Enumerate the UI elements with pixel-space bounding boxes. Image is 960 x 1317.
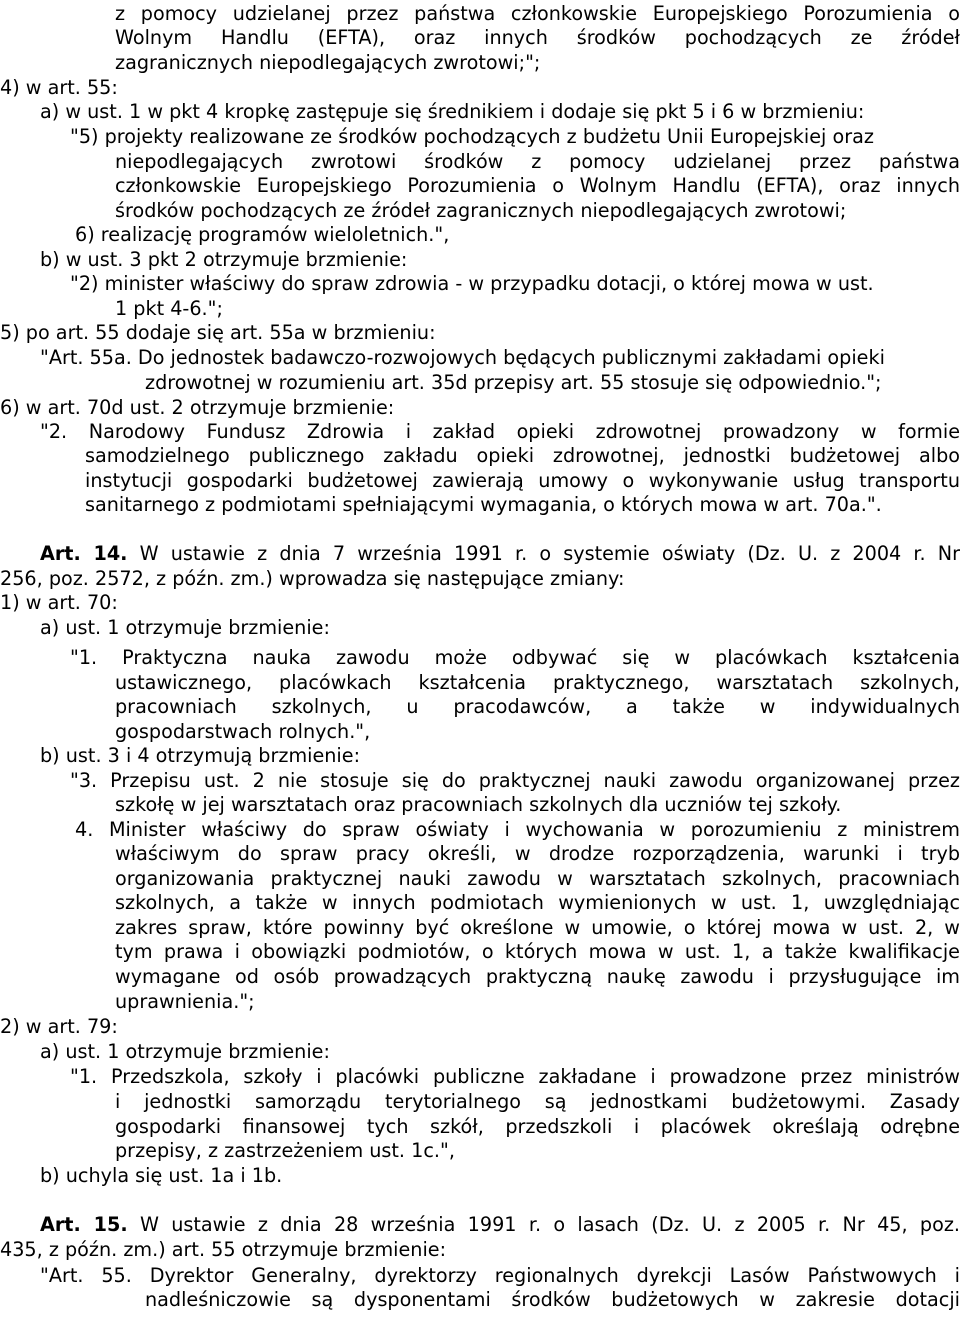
text-line: [115, 891, 960, 916]
text-line: [40, 248, 407, 273]
text-line: [115, 842, 960, 867]
line-text: 435, z późn. zm.) art. 55 otrzymuje brzmienie:: [0, 1238, 447, 1261]
line-text: ustawicznego, placówkach kształcenia praktycznego, warsztatach szkolnych,: [115, 671, 960, 694]
line-text: uprawnienia.";: [115, 990, 255, 1013]
line-text: "1. Przedszkola, szkoły i placówki publiczne zakładane i prowadzone przez ministrów: [70, 1065, 960, 1088]
text-line: [40, 1264, 960, 1289]
text-line: [115, 671, 960, 696]
line-text: a) ust. 1 otrzymuje brzmienie:: [40, 1040, 330, 1063]
article-number: Art. 14.: [40, 542, 128, 565]
line-text: b) ust. 3 i 4 otrzymują brzmienie:: [40, 744, 361, 767]
line-text: W ustawie z dnia 28 września 1991 r. o lasach (Dz. U. z 2005 r. Nr 45, poz.: [127, 1213, 960, 1236]
text-line: [115, 1090, 960, 1115]
line-text: wymagane od osób prowadzących praktyczną naukę zawodu i przysługujące im: [115, 965, 960, 988]
line-text: "2) minister właściwy do spraw zdrowia - w przypadku dotacji, o której mowa w ust.: [70, 272, 874, 295]
text-line: [145, 1288, 960, 1313]
line-text: b) w ust. 3 pkt 2 otrzymuje brzmienie:: [40, 248, 408, 271]
text-line: [40, 744, 360, 769]
line-text: zakres spraw, które powinny być określone w umowie, o której mowa w ust. 2, w: [115, 916, 960, 939]
line-text: 1) w art. 70:: [0, 591, 118, 614]
text-line: [115, 174, 960, 199]
line-text: a) w ust. 1 w pkt 4 kropkę zastępuje się średnikiem i dodaje się pkt 5 i 6 w brzmieniu:: [40, 100, 865, 123]
text-line: [40, 1040, 330, 1065]
text-line: [40, 616, 330, 641]
text-line: [115, 26, 960, 51]
text-line: [0, 1238, 446, 1263]
text-line: [40, 1164, 282, 1189]
line-text: W ustawie z dnia 7 września 1991 r. o systemie oświaty (Dz. U. z 2004 r. Nr: [127, 542, 960, 565]
text-line: [115, 720, 370, 745]
line-text: niepodlegających zwrotowi środków z pomocy udzielanej przez państwa: [115, 150, 960, 173]
line-text: 6) w art. 70d ust. 2 otrzymuje brzmienie:: [0, 396, 395, 419]
line-text: 1 pkt 4-6.";: [115, 297, 223, 320]
text-line: [70, 125, 874, 150]
line-text: organizowania praktycznej nauki zawodu w warsztatach szkolnych, pracowniach: [115, 867, 960, 890]
text-line: [70, 1065, 960, 1090]
text-line: [115, 990, 255, 1015]
text-line: [0, 567, 624, 592]
text-line: [115, 867, 960, 892]
line-text: gospodarstwach rolnych.",: [115, 720, 371, 743]
line-text: przepisy, z zastrzeżeniem ust. 1c.",: [115, 1139, 455, 1162]
text-line: [0, 396, 394, 421]
line-text: i jednostki samorządu terytorialnego są jednostkami budżetowymi. Zasady: [115, 1090, 960, 1113]
text-line: [115, 793, 841, 818]
text-line: [40, 346, 885, 371]
line-text: "1. Praktyczna nauka zawodu może odbywać się w placówkach kształcenia: [70, 646, 960, 669]
line-text: 2) w art. 79:: [0, 1015, 118, 1038]
text-line: [115, 199, 846, 224]
text-line: [75, 223, 449, 248]
line-text: "Art. 55a. Do jednostek badawczo-rozwojowych będących publicznymi zakładami opieki: [40, 346, 885, 369]
text-line: [115, 297, 223, 322]
article-number: Art. 15.: [40, 1213, 128, 1236]
line-text: 4) w art. 55:: [0, 76, 118, 99]
text-line: [0, 76, 118, 101]
line-text: zdrowotnej w rozumieniu art. 35d przepisy art. 55 stosuje się odpowiednio.";: [145, 371, 882, 394]
line-text: 4. Minister właściwy do spraw oświaty i wychowania w porozumieniu z ministrem: [75, 818, 960, 841]
text-line: [70, 646, 960, 671]
text-line: [40, 100, 864, 125]
line-text: zagranicznych niepodlegających zwrotowi;";: [115, 51, 541, 74]
line-text: b) uchyla się ust. 1a i 1b.: [40, 1164, 283, 1187]
line-text: Wolnym Handlu (EFTA), oraz innych środków pochodzących ze źródeł: [115, 26, 960, 49]
text-line: [115, 1139, 455, 1164]
text-line: [145, 371, 881, 396]
line-text: samodzielnego publicznego zakładu opieki zdrowotnej, jednostki budżetowej albo: [85, 444, 960, 467]
text-line: [0, 1015, 118, 1040]
line-text: tym prawa i obowiązki podmiotów, o których mowa w ust. 1, a także kwalifikacje: [115, 940, 960, 963]
text-line: [115, 2, 960, 27]
text-line: [115, 1115, 960, 1140]
line-text: członkowskie Europejskiego Porozumienia o Wolnym Handlu (EFTA), oraz innych: [115, 174, 960, 197]
text-line: [115, 695, 960, 720]
line-text: z pomocy udzielanej przez państwa członkowskie Europejskiego Porozumienia o: [115, 2, 960, 25]
line-text: 5) po art. 55 dodaje się art. 55a w brzmieniu:: [0, 321, 436, 344]
line-text: 6) realizację programów wieloletnich.",: [75, 223, 450, 246]
line-text: a) ust. 1 otrzymuje brzmienie:: [40, 616, 330, 639]
text-line: [85, 444, 960, 469]
text-line: [85, 493, 882, 518]
text-line: [75, 818, 960, 843]
text-line: [115, 916, 960, 941]
text-line: [70, 769, 960, 794]
line-text: "5) projekty realizowane ze środków pochodzących z budżetu Unii Europejskiej oraz: [70, 125, 874, 148]
text-line: [115, 51, 540, 76]
text-line: [40, 1213, 960, 1238]
text-line: [40, 542, 960, 567]
line-text: instytucji gospodarki budżetowej zawierają umowy o wykonywanie usług transportu: [85, 469, 960, 492]
line-text: "3. Przepisu ust. 2 nie stosuje się do praktycznej nauki zawodu organizowanej przez: [70, 769, 960, 792]
line-text: środków pochodzących ze źródeł zagranicznych niepodlegających zwrotowi;: [115, 199, 847, 222]
text-line: [85, 469, 960, 494]
text-line: [0, 321, 436, 346]
line-text: pracowniach szkolnych, u pracodawców, a także w indywidualnych: [115, 695, 960, 718]
line-text: szkołę w jej warsztatach oraz pracowniach szkolnych dla uczniów tej szkoły.: [115, 793, 842, 816]
line-text: właściwym do spraw pracy określi, w drodze rozporządzenia, warunki i tryb: [115, 842, 960, 865]
line-text: nadleśniczowie są dysponentami środków budżetowych w zakresie dotacji: [145, 1288, 960, 1311]
line-text: szkolnych, a także w innych podmiotach wymienionych w ust. 1, uwzględniając: [115, 891, 960, 914]
text-line: [40, 420, 960, 445]
line-text: 256, poz. 2572, z późn. zm.) wprowadza się następujące zmiany:: [0, 567, 625, 590]
line-text: "2. Narodowy Fundusz Zdrowia i zakład opieki zdrowotnej prowadzony w formie: [40, 420, 960, 443]
line-text: "Art. 55. Dyrektor Generalny, dyrektorzy regionalnych dyrekcji Lasów Państwowych i: [40, 1264, 960, 1287]
text-line: [115, 940, 960, 965]
line-text: gospodarki finansowej tych szkół, przedszkoli i placówek określają odrębne: [115, 1115, 960, 1138]
line-text: sanitarnego z podmiotami spełniającymi wymagania, o których mowa w art. 70a.".: [85, 493, 882, 516]
text-line: [115, 150, 960, 175]
text-line: [70, 272, 874, 297]
text-line: [0, 591, 118, 616]
text-line: [115, 965, 960, 990]
